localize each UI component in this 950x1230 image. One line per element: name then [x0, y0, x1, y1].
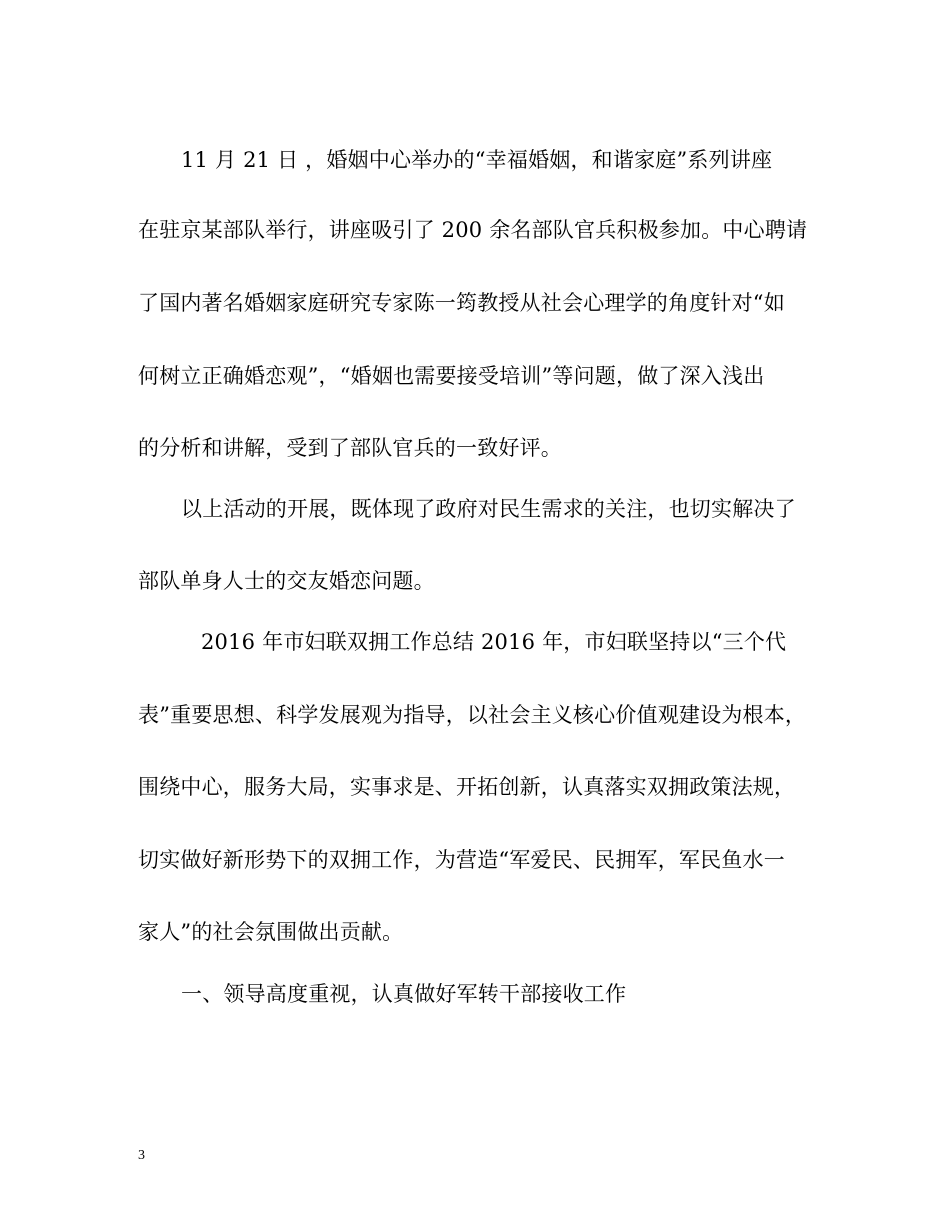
paragraph-line: 部队单身人士的交友婚恋问题。 [138, 569, 435, 593]
paragraph-line: 围绕中心，服务大局，实事求是、开拓创新，认真落实双拥政策法规， [138, 775, 796, 799]
paragraph-line: 11 月 21 日 ，婚姻中心举办的“幸福婚姻，和谐家庭”系列讲座 [181, 148, 773, 172]
paragraph-line: 何树立正确婚恋观”，“婚姻也需要接受培训”等问题，做了深入浅出 [138, 364, 765, 388]
paragraph-line: 在驻京某部队举行，讲座吸引了 200 余名部队官兵积极参加。中心聘请 [138, 218, 808, 242]
paragraph-line: 2016 年市妇联双拥工作总结 2016 年，市妇联坚持以“三个代 [201, 630, 787, 654]
page-number: 3 [138, 1148, 145, 1163]
paragraph-line: 的分析和讲解，受到了部队官兵的一致好评。 [138, 436, 562, 460]
paragraph-line: 表”重要思想、科学发展观为指导，以社会主义核心价值观建设为根本， [138, 703, 807, 727]
section-heading: 一、领导高度重视，认真做好军转干部接收工作 [181, 982, 627, 1006]
paragraph-line: 切实做好新形势下的双拥工作，为营造“军爱民、民拥军，军民鱼水一 [138, 848, 785, 872]
paragraph-line: 家人”的社会氛围做出贡献。 [138, 920, 404, 944]
paragraph-line: 了国内著名婚姻家庭研究专家陈一筠教授从社会心理学的角度针对“如 [138, 291, 785, 315]
paragraph-line: 以上活动的开展，既体现了政府对民生需求的关注，也切实解决了 [181, 497, 796, 521]
